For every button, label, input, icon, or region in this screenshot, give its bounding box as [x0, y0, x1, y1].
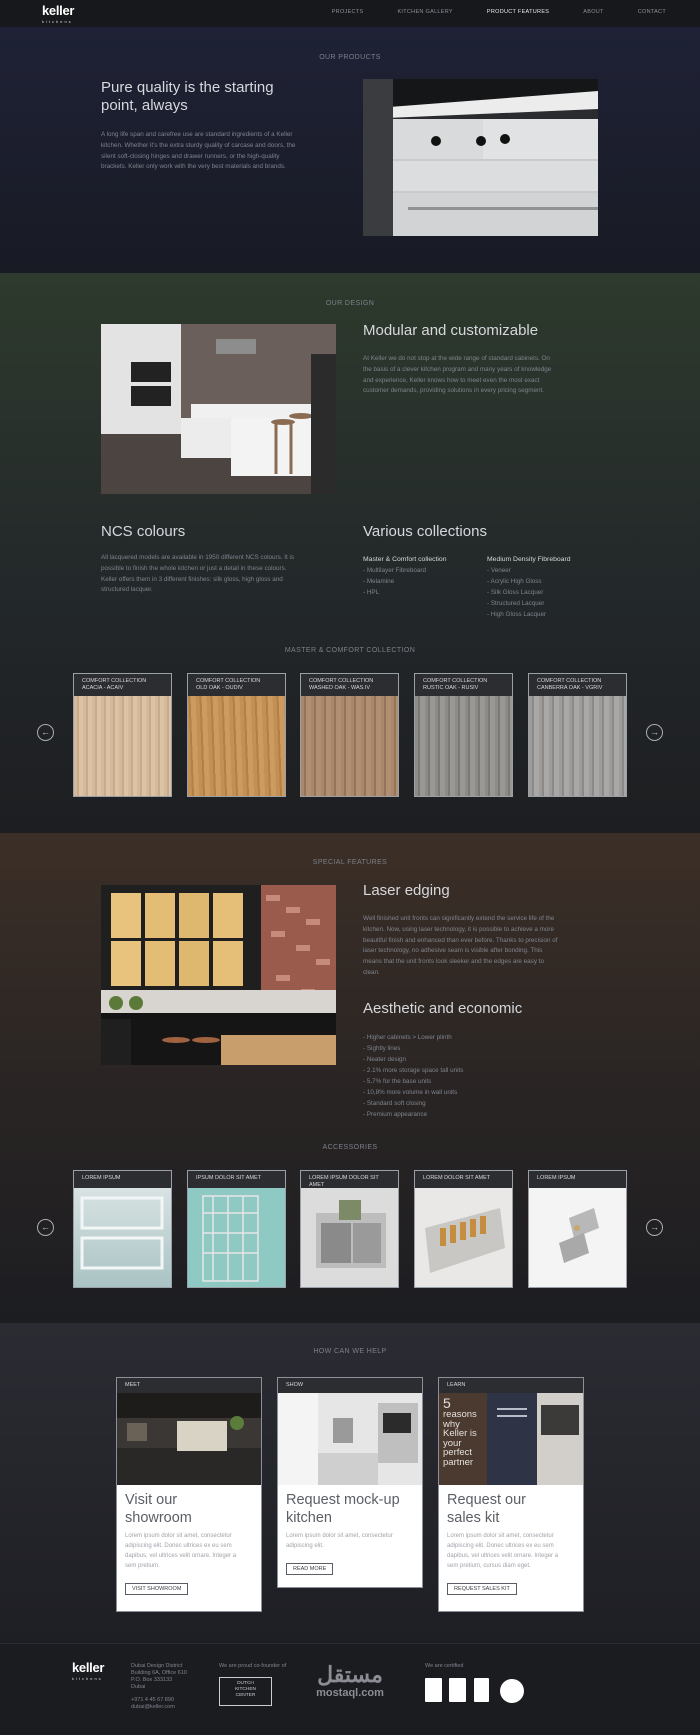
ncs-title: NCS colours: [101, 523, 186, 540]
ncs-body: All lacquered models are available in 1950 different NCS colours. It is possible to finish the whole kitchen or just a detail in these colours. Keller offers them in 3 different finishes: silk gloss, high gloss and structured lacquer.: [101, 554, 295, 594]
visit-showroom-button[interactable]: VISIT SHOWROOM: [125, 1583, 188, 1595]
watermark: مستقل mostaql.com: [316, 1662, 384, 1699]
accessory-card[interactable]: LOREM IPSUM DOLOR SIT AMET: [300, 1170, 399, 1288]
laser-title: Laser edging: [363, 882, 450, 899]
swatch-old-oak[interactable]: COMFORT COLLECTION OLD OAK - OUDIV: [187, 673, 286, 797]
collection-list-master: Master & Comfort collection - Multilayer Fibreboard - Melamine - HPL: [363, 556, 447, 596]
aesthetic-list: - Higher cabinets > Lower plinth - Sightly lines - Neater design - 2.1% more storage space tall units - 5,7% for the base units - 10,8% more volume in wall units - Standard soft closing - Premium appearance: [363, 1034, 464, 1118]
aesthetic-title: Aesthetic and economic: [363, 1000, 523, 1017]
card-text: Lorem ipsum dolor sit amet, consectetur adipiscing elit. Donec ultrices ex eu sem dapibus, vel ultrices velit ornare. Integer a sem pretium.: [125, 1533, 237, 1569]
footer-email[interactable]: dubai@keller.com: [131, 1704, 175, 1710]
nav-contact[interactable]: CONTACT: [637, 9, 666, 15]
mockup-photo: [278, 1393, 422, 1485]
meet-card[interactable]: [116, 1377, 262, 1612]
learn-overlay-text: 5 reasons why Keller is your perfect partner: [443, 1395, 477, 1468]
accessories-prev-arrow-icon[interactable]: ←: [37, 1219, 54, 1236]
card-tag: SHOW: [278, 1378, 422, 1393]
fsc-cert-icon: [474, 1678, 489, 1702]
special-photo-kitchen: [101, 885, 336, 1065]
learn-card[interactable]: [438, 1377, 584, 1612]
card-text: Lorem ipsum dolor sit amet, consectetur adipiscing elit.: [286, 1533, 393, 1549]
section-label: OUR DESIGN: [325, 300, 375, 307]
collections-title: Various collections: [363, 523, 487, 540]
accessory-card[interactable]: LOREM IPSUM: [528, 1170, 627, 1288]
section-label: OUR PRODUCTS: [319, 54, 381, 61]
collection-next-arrow-icon[interactable]: →: [646, 724, 663, 741]
footer-logo[interactable]: keller kitchens: [72, 1660, 105, 1681]
special-features-section: [0, 833, 700, 1323]
request-sales-kit-button[interactable]: REQUEST SALES KIT: [447, 1583, 517, 1595]
sales-kit-photo: [439, 1393, 583, 1485]
showroom-photo: [117, 1393, 261, 1485]
accessory-card[interactable]: IPSUM DOLOR SIT AMET: [187, 1170, 286, 1288]
collection-list-mdf: Medium Density Fibreboard - Veneer - Acrylic High Gloss - Silk Gloss Lacquer - Structured Lacquer - High Gloss Lacquer: [487, 556, 571, 618]
products-section: [0, 27, 700, 273]
top-nav-bar: [0, 0, 700, 27]
show-card[interactable]: [277, 1377, 423, 1588]
nav-kitchen-gallery[interactable]: KITCHEN GALLERY: [397, 9, 453, 15]
nav-projects[interactable]: PROJECTS: [331, 9, 364, 15]
card-tag: MEET: [117, 1378, 261, 1393]
brand-logo[interactable]: keller kitchens: [42, 3, 75, 24]
design-photo-kitchen: [101, 324, 336, 494]
accessory-card[interactable]: LOREM IPSUM: [73, 1170, 172, 1288]
footer-phone[interactable]: +971 4 45 67 890: [131, 1697, 174, 1703]
kiwa-cert-icon: [449, 1678, 466, 1702]
card-heading: Request mock-up kitchen: [286, 1492, 400, 1526]
main-nav: [332, 9, 700, 15]
swatch-washed-oak[interactable]: COMFORT COLLECTION WASHED OAK - WAS.IV: [300, 673, 399, 797]
nav-about[interactable]: ABOUT: [583, 9, 604, 15]
design-section: [0, 273, 700, 833]
help-section: [0, 1323, 700, 1643]
swatch-rustic-oak[interactable]: COMFORT COLLECTION RUSTIC OAK - RUSIV: [414, 673, 513, 797]
section-label: MASTER & COMFORT COLLECTION: [284, 647, 416, 654]
footer: [0, 1643, 700, 1735]
certified-label: We are certified: [425, 1663, 464, 1669]
section-label: ACCESSORIES: [322, 1144, 378, 1151]
products-title: Pure quality is the starting point, always: [101, 79, 274, 114]
nav-product-features[interactable]: PRODUCT FEATURES: [486, 9, 550, 15]
kiwa-cert-icon: [425, 1678, 442, 1702]
founder-label: We are proud co-founder of: [219, 1663, 287, 1669]
card-heading: Request our sales kit: [447, 1492, 526, 1526]
laser-body: Well finished unit fronts can significantly extend the service life of the kitchen. Now, using laser technology, it is possible to achieve a more beautiful finish and enhanced than ever before. Thanks to precision of laser technology, no adhesive seam is visible after bonding. This means that the unit fronts look sleeker and the edges are easy to clean.: [363, 915, 558, 976]
product-photo-cabinet: [363, 79, 598, 236]
dutch-kitchen-center-logo: DUTCH KITCHEN CENTER: [219, 1677, 272, 1706]
design-body: At Keller we do not stop at the wide range of standard cabinets. On the basis of a clever kitchen program and many years of knowledge and experience, Keller knows how to meet even the most exact customer demands, providing solutions in every pricing segment.: [363, 355, 552, 395]
collection-prev-arrow-icon[interactable]: ←: [37, 724, 54, 741]
card-tag: LEARN: [439, 1378, 583, 1393]
swatch-canberra-oak[interactable]: COMFORT COLLECTION CANBERRA OAK - VGRIV: [528, 673, 627, 797]
footer-address: Dubai Design District Building 6A, Office 610 P.O. Box 333133 Dubai +971 4 45 67 890 dubai@keller.com: [131, 1663, 187, 1710]
card-text: Lorem ipsum dolor sit amet, consectetur adipiscing elit. Donec ultrices ex eu sem dapibus, vel ultrices velit ornare. Integer a sem pretium, cursus diam eget.: [447, 1533, 559, 1569]
accessory-card[interactable]: LOREM DOLOR SIT AMET: [414, 1170, 513, 1288]
design-title: Modular and customizable: [363, 322, 539, 339]
swatch-acacia[interactable]: COMFORT COLLECTION ACACIA - ACAIV: [73, 673, 172, 797]
products-body: A long life span and carefree use are standard ingredients of a Keller kitchen. Whether it's the extra sturdy quality of carcase and doors, the silent soft-closing hinges and drawer runners, or the high-quality brackets. Keller only work with the very best materials and brands.: [101, 131, 296, 171]
read-more-button[interactable]: READ MORE: [286, 1563, 333, 1575]
accessories-next-arrow-icon[interactable]: →: [646, 1219, 663, 1236]
section-label: SPECIAL FEATURES: [312, 859, 388, 866]
section-label: HOW CAN WE HELP: [313, 1348, 387, 1355]
seal-cert-icon: [500, 1679, 524, 1703]
card-heading: Visit our showroom: [125, 1492, 192, 1526]
